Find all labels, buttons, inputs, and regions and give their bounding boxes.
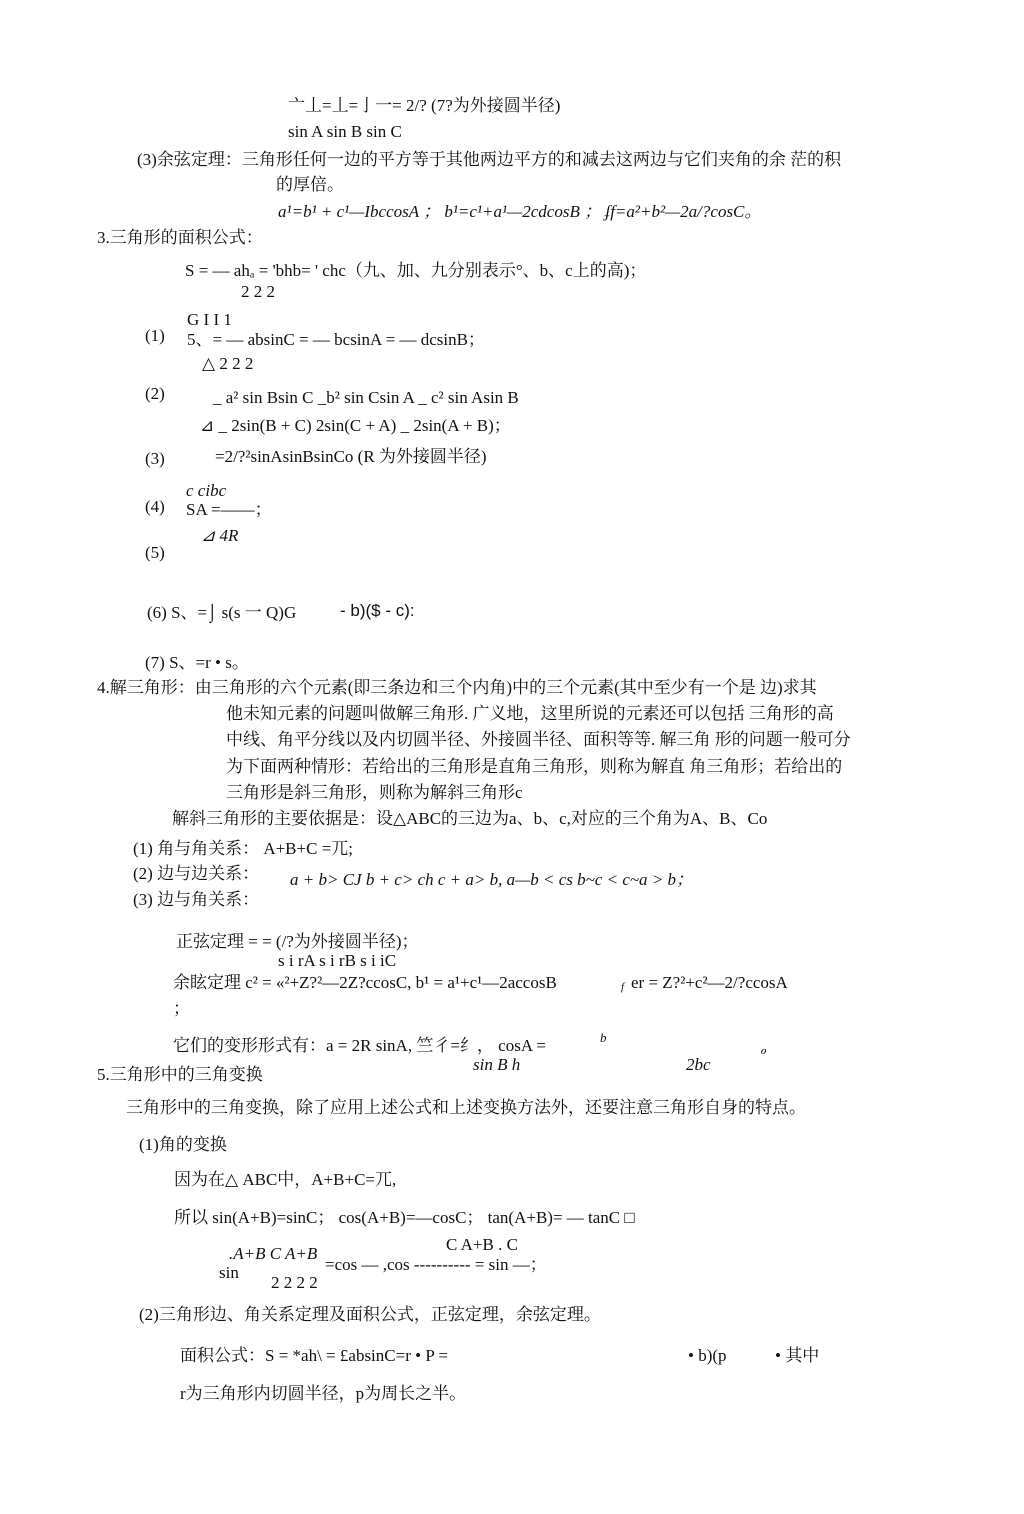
text-line: (3)余弦定理：三角形任何一边的平方等于其他两边平方的和减去这两边与它们夹角的余 茫的积	[137, 150, 842, 169]
formula-line: 它们的变形形式有：a = 2R sinA, 竺彳=纟， cosA =	[173, 1036, 547, 1055]
formula-line: • b)(p	[688, 1346, 727, 1365]
formula-line: • 其中	[775, 1346, 820, 1365]
item-number: (2)	[145, 384, 165, 403]
formula-line: =2/?²sinAsinBsinCo (R 为外接圆半径)	[215, 447, 487, 466]
section-heading: 3.三角形的面积公式：	[97, 228, 263, 247]
formula-line: 余眩定理 c² = «²+Z?²—2Z?ccosC, b¹ = a¹+c¹—2accosB	[173, 973, 557, 992]
formula-line: a¹=b¹ + c¹—IbccosA ； b¹=c¹+a¹—2cdcosB ； ʄf=a²+b²—2a/?cosC。	[278, 202, 762, 221]
item-number: (3)	[145, 449, 165, 468]
text-line: 的厚倍。	[276, 175, 344, 194]
formula-line: 亠丄=丄=亅一= 2/? (7?为外接圆半径)	[288, 96, 561, 115]
formula-line: 面积公式：S = *ah\ = £absinC=r • P =	[180, 1346, 448, 1365]
formula-superscript: b	[600, 1030, 607, 1045]
item-number: (5)	[145, 543, 165, 562]
text-line: 解斜三角形的主要依据是：设△ABC的三边为a、b、c,对应的三个角为A、B、Co	[172, 809, 768, 828]
subsection-heading: (2)三角形边、角关系定理及面积公式，正弦定理，余弦定理。	[139, 1305, 601, 1324]
section-heading: 5.三角形中的三角变换	[97, 1065, 263, 1084]
subsection-heading: (1)角的变换	[139, 1135, 227, 1154]
item-number: (1)	[145, 326, 165, 345]
formula-line: G I I 1	[187, 310, 232, 329]
formula-line: .A+B C A+B	[229, 1244, 318, 1263]
formula-line: SA =——；	[186, 500, 272, 519]
formula-line: △ 2 2 2	[202, 354, 254, 373]
formula-line: sin	[219, 1263, 239, 1282]
formula-line: ⊿ 4R	[201, 526, 239, 545]
formula-line: ；	[173, 999, 190, 1018]
text-line: 三角形中的三角变换，除了应用上述公式和上述变换方法外，还要注意三角形自身的特点。	[126, 1098, 806, 1117]
text-line: 因为在△ ABC中，A+B+C=兀,	[174, 1170, 397, 1189]
formula-line: S = — ahₐ = 'bhb= ' chc（九、加、九分别表示°、b、c上的高)；	[185, 261, 647, 280]
formula-line: 2 2 2 2	[271, 1273, 318, 1292]
formula-line: ⊿ _ 2sin(B + C) 2sin(C + A) _ 2sin(A + B)；	[200, 416, 511, 435]
formula-line: s i rA s i rB s i iC	[278, 951, 397, 970]
formula-line: (7) S、=r • s。	[145, 653, 249, 672]
text-line: r为三角形内切圆半径，p为周长之半。	[180, 1384, 467, 1403]
formula-line: 2 2 2	[241, 282, 275, 301]
text-line: 三角形是斜三角形，则称为解斜三角形c	[226, 783, 523, 802]
list-item: (2) 边与边关系：	[133, 864, 260, 883]
formula-subscript: f	[621, 981, 625, 993]
formula-line: a + b> CJ b + c> ch c + a> b, a—b < cs b~c < c~a > b；	[290, 870, 694, 889]
formula-line: 5、= — absinC = — bcsinA = — dcsinB；	[187, 330, 485, 349]
formula-line: sin B h	[473, 1055, 521, 1074]
formula-line: - b)($ - c):	[340, 601, 415, 620]
formula-line: 2bc	[686, 1055, 711, 1074]
formula-line: er = Z?²+c²—2/?ccosA	[631, 973, 788, 992]
list-item: (3) 边与角关系：	[133, 890, 260, 909]
formula-line: sin A sin B sin C	[288, 122, 402, 141]
section-heading: 4.解三角形：由三角形的六个元素(即三条边和三个内角)中的三个元素(其中至少有一个是 边)求其	[97, 678, 817, 697]
list-item: (1) 角与角关系： A+B+C =兀;	[133, 839, 354, 858]
text-line: 为下面两种情形：若给出的三角形是直角三角形，则称为解直 角三角形；若给出的	[226, 757, 843, 776]
formula-line: C A+B . C	[446, 1235, 518, 1254]
formula-line: (6) S、=⌡ s(s 一 Q)G	[147, 603, 297, 622]
item-number: (4)	[145, 497, 165, 516]
text-line: 中线、角平分线以及内切圆半径、外接圆半径、面积等等. 解三角 形的问题一般可分	[226, 730, 851, 749]
text-line: 他未知元素的问题叫做解三角形. 广义地，这里所说的元素还可以包括 三角形的高	[226, 704, 834, 723]
formula-mark: ℴ	[760, 1042, 767, 1057]
formula-line: 正弦定理 = = (/?为外接圆半径)；	[176, 932, 419, 951]
formula-line: =cos — ,cos ---------- = sin —；	[325, 1255, 547, 1274]
formula-line: c cibc	[186, 481, 227, 500]
formula-line: 所以 sin(A+B)=sinC； cos(A+B)=—cosC； tan(A+B)= — tanC □	[174, 1208, 635, 1227]
formula-line: _ a² sin Bsin C _b² sin Csin A _ c² sin Asin B	[213, 388, 519, 407]
